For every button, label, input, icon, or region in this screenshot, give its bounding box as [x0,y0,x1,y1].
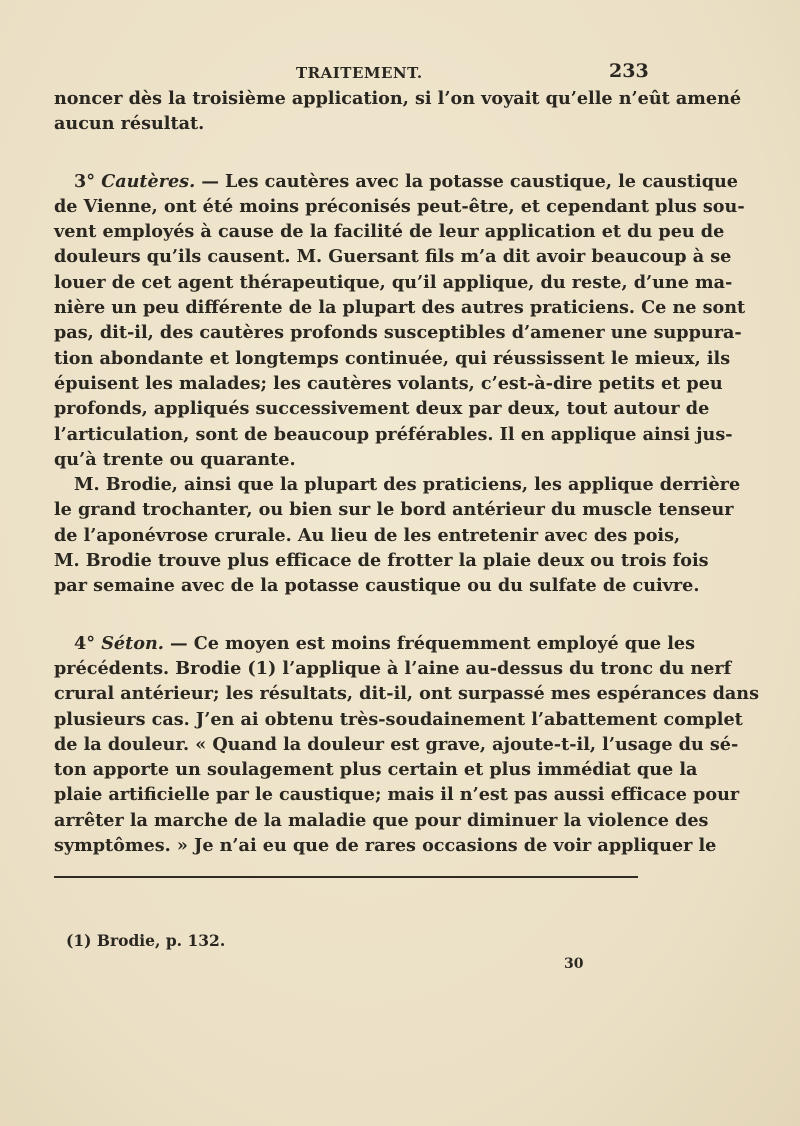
text-line: nière un peu différente de la plupart des autres praticiens. Ce ne sont [54,297,746,319]
text-line: précédents. Brodie (1) l’applique à l’aine au-dessus du tronc du nerf [54,657,732,679]
text-line: symptômes. » Je n’ai eu que de rares occasions de voir appliquer le [54,835,717,857]
section-label: Séton. [101,632,164,654]
section-lead-line [54,631,695,656]
text-line: de l’aponévrose crurale. Au lieu de les entretenir avec des pois, [54,524,681,546]
text-line: M. Brodie, ainsi que la plupart des praticiens, les applique derrière [74,474,741,496]
paragraph-gap [54,599,638,631]
text-line: plaie artificielle par le caustique; mais il n’est pas aussi efficace pour [54,784,740,806]
section-lead-rest: — Ce moyen est moins fréquemment employé que les [163,632,695,654]
text-line: par semaine avec de la potasse caustique ou du sulfate de cuivre. [54,575,700,597]
text-line: M. Brodie trouve plus efficace de frotter la plaie deux ou trois fois [54,550,709,572]
text-line: l’articulation, sont de beaucoup préférables. Il en applique ainsi jus- [54,423,733,445]
section-label: Cautères. [101,170,196,192]
signature-mark: 30 [564,956,584,972]
text-line: le grand trochanter, ou bien sur le bord antérieur du muscle tenseur [54,499,734,521]
text-line: pas, dit-il, des cautères profonds susceptibles d’amener une suppura- [54,322,742,344]
text-line: de la douleur. « Quand la douleur est grave, ajoute-t-il, l’usage du sé- [54,733,739,755]
text-line: plusieurs cas. J’en ai obtenu très-soudainement l’abattement complet [54,708,743,730]
text-line: qu’à trente ou quarante. [54,448,296,470]
paragraph-gap [54,137,638,169]
footnote-rule [54,876,638,878]
text-line: aucun résultat. [54,113,205,135]
text-line: louer de cet agent thérapeutique, qu’il applique, du reste, d’une ma- [54,271,733,293]
text-line: ton apporte un soulagement plus certain et plus immédiat que la [54,759,698,781]
section-lead-line [54,169,738,194]
text-line: tion abondante et longtemps continuée, qui réussissent le mieux, ils [54,347,731,369]
footnote: (1) Brodie, p. 132. [66,931,226,950]
text-line: profonds, appliqués successivement deux par deux, tout autour de [54,398,710,420]
running-head [0,60,800,86]
text-line: de Vienne, ont été moins préconisés peut-être, et cependant plus sou- [54,195,745,217]
text-line: vent employés à cause de la facilité de leur application et du peu de [54,221,725,243]
text-line: douleurs qu’ils causent. M. Guersant fils m’a dit avoir beaucoup à se [54,246,732,268]
section-lead-rest: — Les cautères avec la potasse caustique, le caustique [195,170,738,192]
running-title: TRAITEMENT. [296,64,423,82]
text-line: arrêter la marche de la maladie que pour diminuer la violence des [54,809,709,831]
text-line: crural antérieur; les résultats, dit-il, ont surpassé mes espérances dans [54,683,759,705]
text-line: épuisent les malades; les cautères volants, c’est-à-dire petits et peu [54,372,723,394]
text-line: noncer dès la troisième application, si l’on voyait qu’elle n’eût amené [54,88,742,109]
body-text [54,86,759,858]
section-number: 4° [74,632,96,654]
page-number: 233 [609,60,649,82]
section-number: 3° [74,170,96,192]
